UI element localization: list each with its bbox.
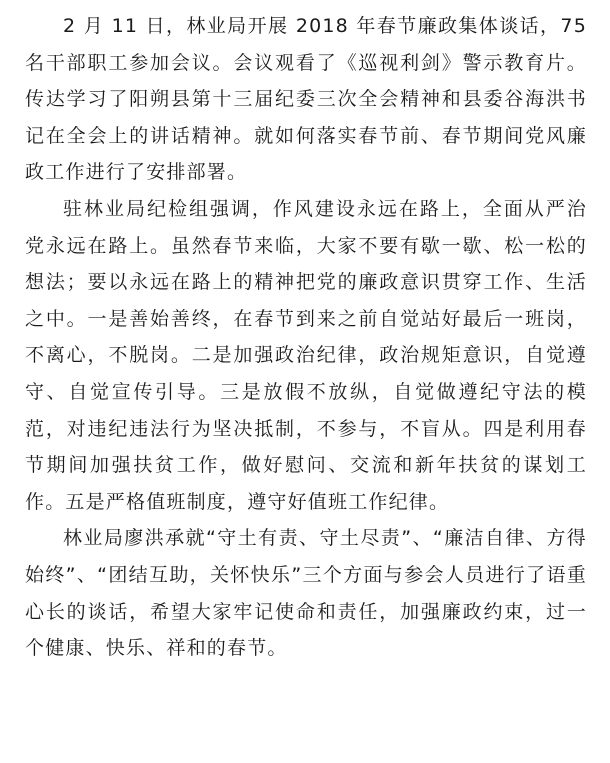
paragraph-discipline-requirements: 驻林业局纪检组强调，作风建设永远在路上，全面从严治党永远在路上。虽然春节来临，大家不要有歇一歇、松一松的想法；要以永远在路上的精神把党的廉政意识贯穿工作、生活之中。一是善始善终，在春节到来之前自觉站好最后一班岗，不离心，不脱岗。二是加强政治纪律，政治规矩意识，自觉遵守、自觉宣传引导。三是放假不放纵，自觉做遵纪守法的模范，对违纪违法行为坚决抵制，不参与，不盲从。四是利用春节期间加强扶贫工作，做好慰问、交流和新年扶贫的谋划工作。五是严格值班制度，遵守好值班工作纪律。 bbox=[25, 197, 587, 513]
paragraph-meeting-summary: 2 月 11 日，林业局开展 2018 年春节廉政集体谈话，75 名干部职工参加会议。会议观看了《巡视利剑》警示教育片。传达学习了阳朔县第十三届纪委三次全会精神和县委谷海洪书记在全会上的讲话精神。就如何落实春节前、春节期间党风廉政工作进行了安排部署。 bbox=[25, 15, 587, 184]
paragraph-closing-remarks: 林业局廖洪承就“守土有责、守土尽责”、“廉洁自律、方得始终”、“团结互助，关怀快乐”三个方面与参会人员进行了语重心长的谈话，希望大家牢记使命和责任，加强廉政约束，过一个健康、快乐、祥和的春节。 bbox=[25, 527, 587, 660]
article-body bbox=[25, 8, 587, 667]
